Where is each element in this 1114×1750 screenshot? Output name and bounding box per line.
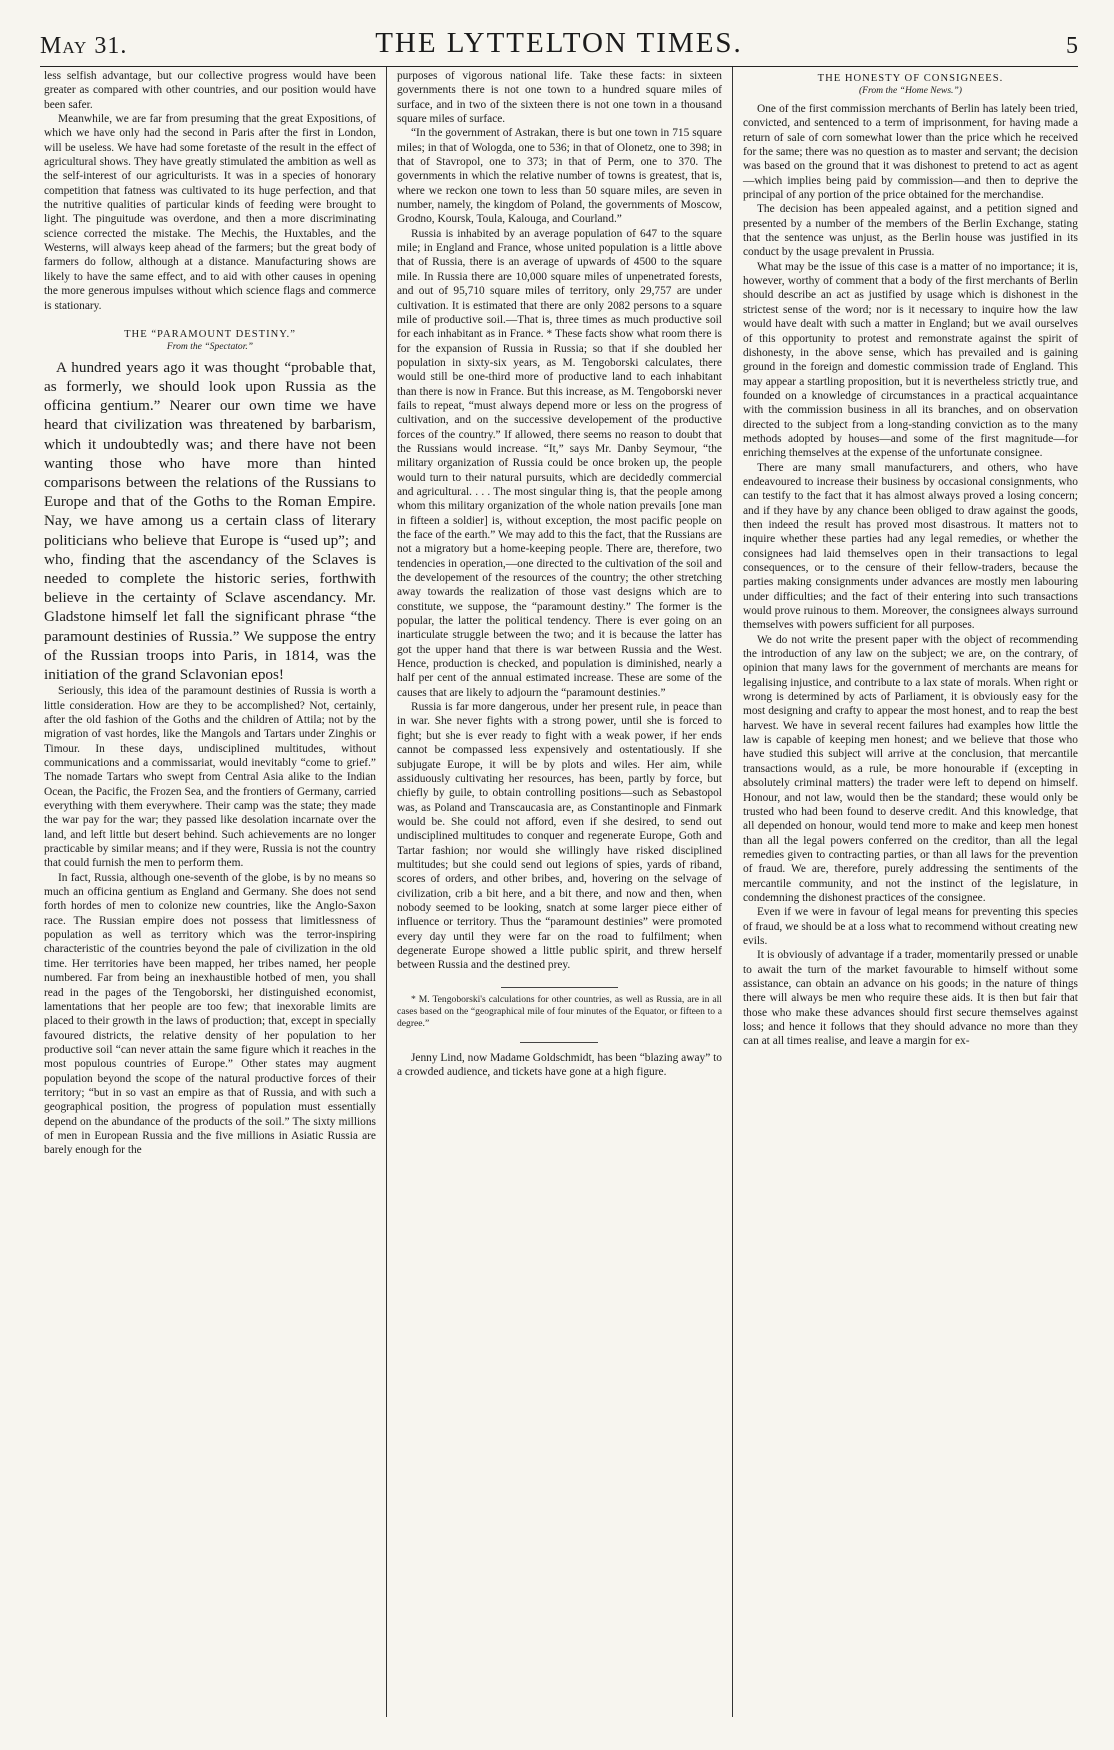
- paragraph: We do not write the present paper with the object of recommending the introduction of any law on the subject; we are, on the contrary, of opinion that many laws for the government of merchants are means for legalising injustice, and contribute to a lax state of morals. When right or wrong is determined by acts of Parliament, it is obviously easy for the most designing and crafty to appear the most honest, and to reap the best harvest. We have in several recent failures had examples how little the law is capable of keeping men honest; and we believe that those who have studied this subject will arrive at the conclusion, that mercantile transactions would, as a rule, be more honourable if (excepting in absolutely criminal matters) the trader were left to depend on himself. Honour, and not law, would then be the standard; these would only be trusted who had been found to deserve credit. And this knowledge, that all depended on honour, would tend more to make and keep men honest than all the legal powers conferred on the creditor, than all the legal remedies given to contracting parties, or than all laws for the prevention of fraud. We are, therefore, purely addressing the sentiments of the mercantile community, and not the instinct of the legislature, in condemning the dishonest practices of the consignee.: [742, 633, 1078, 904]
- article-heading-honesty-of-consignees: THE HONESTY OF CONSIGNEES.: [817, 73, 1004, 84]
- paragraph: Seriously, this idea of the paramount destinies of Russia is worth a little consideration. How are they to be accomplished? Not, certainly, after the old fashion of the Goths and the children of Attila; not by the migration of vast hordes, like the Mangols and Tartars under Zinghis or Timour. In these days, undisciplined multitudes, without communications and a commissariat, would inevitably “come to grief.” The nomade Tartars who swept from Central Asia alike to the Indian Ocean, the Pacific, the Frozen Sea, and the frontiers of Germany, carried everything with them everywhere. Their camp was the state; they made the war pay for the war; they passed like desolation incarnate over the land, and left little but desert behind. Such achievements are no longer practicable by similar means; and if they were, Russia is not the country that could furnish the men to perform them.: [44, 685, 376, 870]
- paragraph: less selfish advantage, but our collective progress would have been greater as compared with other countries, and our position would have been safer.: [44, 70, 376, 111]
- paragraph: In fact, Russia, although one-seventh of the globe, is by no means so much an officina gentium as England and Germany. She does not send forth hordes of men to colonize new countries, like the Anglo-Saxon race. The Russian empire does not possess that limitlessness of population as well as territory which was the terror-inspiring characteristic of the countries beyond the pale of civilization in the old time. Her territories have been mapped, her tribes named, her people numbered. Far from being an inexhaustible hotbed of men, you shall read in the pages of the Tengoborski, her distinguished economist, lamentations that her people are too few; that inexorable limits are placed to their growth in the laws of production; that, except in specially favoured districts, the relative density of her population to her productive soil “can never attain the same figure which it reaches in the most populous countries of Europe.” Other states may augment population beyond the scope of the natural productive forces of their territory; “but in so vast an empire as that of Russia, and with such a geographical position, the progress of population must essentially depend on the abundance of the products of the soil.” The sixty millions of men in European Russia and the five millions in Asiatic Russia are barely enough for the: [44, 871, 376, 1157]
- article-source: From the “Spectator.”: [166, 340, 254, 352]
- footnote-rule: [501, 987, 618, 988]
- paragraph: Even if we were in favour of legal means for preventing this species of fraud, we should be at a loss what to recommend without creating new evils.: [742, 906, 1078, 947]
- column-1: [40, 67, 386, 1717]
- lead-paragraph: A hundred years ago it was thought “probable that, as formerly, we should look upon Russia as the officina gentium.” Nearer our own time we have heard that civilization was threatened by barbarism, which it undoubtedly was; and there have not been wanting those who have more than hinted comparisons between the relations of the Russians to Europe and that of the Goths to the Roman Empire. Nay, we have among us a certain class of literary politicians who believe that Europe is “used up”; and who, finding that the ascendancy of the Sclaves is needed to complete the historic series, forthwith believe in the certainty of Sclave ascendancy. Mr. Gladstone himself let fall the significant phrase “the paramount destinies of Russia.” We suppose the entry of the Russian troops into Paris, in 1814, was the initiation of the grand Sclavonian epos!: [44, 358, 376, 684]
- newspaper-title: THE LYTTELTON TIMES.: [375, 27, 743, 59]
- paragraph: “In the government of Astrakan, there is but one town in 715 square miles; in that of Wologda, one to 536; in that of Olonetz, one to 398; in that of Stavropol, one to 373; in that of Perm, one to 370. The governments in which the relative number of towns is greatest, that is, where we reckon one town to less than 50 square miles, are seven in number, namely, the kingdom of Poland, the governments of Moscow, Grodno, Koursk, Toula, Kalouga, and Courland.”: [396, 127, 722, 226]
- page-number: 5: [1066, 33, 1078, 59]
- paragraph: It is obviously of advantage if a trader, momentarily pressed or unable to await the turn of the market favourable to himself without some assistance, can obtain an advance on his goods; in the nature of things there will always be men who require these aids. It is then but fair that those who make these advances should first secure themselves against loss; and hence it follows that they should advance no more than they can at all times realise, and leave a margin for ex-: [742, 949, 1078, 1048]
- article-source: (From the “Home News.”): [858, 85, 962, 96]
- paragraph: The decision has been appealed against, and a petition signed and presented by a number of the members of the Berlin Exchange, stating that the sentence was unjust, as the Berlin house was justified in its conduct by the usage prevalent in Prussia.: [742, 203, 1078, 259]
- columns: [40, 67, 1078, 1717]
- paragraph: Russia is far more dangerous, under her present rule, in peace than in war. She never fights with a strong power, until she is forced to fight; but she is ever ready to fight with a weak power, if her ends cannot be compassed less expensively and ostentatiously. If she subjugate Europe, it will be by plots and wiles. Her aim, while assiduously cultivating her resources, has been, partly by force, but chiefly by guile, to obtain controlling positions—such as Sebastopol was, as Poland and Transcaucasia are, as Constantinople and Finmark would be. She could not afford, even if she desired, to send out undisciplined multitudes to conquer and regenerate Europe, Goth and Tartar fashion; nor would she willingly have risked disciplined multitudes; but she could send out legions of spies, yards of riband, scores of orders, and other bribes, and, hovering on the selvage of civilization, crib a bit here, and a bit there, and now and then, when nobody seemed to be looking, snatch at some larger piece either of influence or territory. Thus the “paramount destinies” were promoted every day until they were far on the road to fulfilment; when degenerate Europe showed a little public spirit, and threw herself between Russia and the destined prey.: [396, 701, 722, 972]
- paragraph: What may be the issue of this case is a matter of no importance; it is, however, worthy of comment that a body of the first merchants of Berlin should describe an act as justified by usage which is dishonest in the strictest sense of the word; nor is it necessary to inquire how the law would have dealt with such a matter in England; but we avail ourselves of this opportunity to protest and remonstrate against the spirit of dishonesty, in the above sense, which has prevailed and is gaining ground in the foreign and domestic commission trade of England. This may appear a startling proposition, but it is nevertheless strictly true, and founded on a knowledge of circumstances in a practical acquaintance with the commission business in all its branches, and on observation directed to the subject from a long-standing conviction as to the many methods adopted by houses—and some of the first magnitude—for enriching themselves at the expense of the unfortunate consignee.: [742, 260, 1078, 460]
- jenny-lind-note: Jenny Lind, now Madame Goldschmidt, has been “blazing away” to a crowded audience, and tickets have gone at a high figure.: [396, 1051, 722, 1078]
- footnote-text: * M. Tengoborski's calculations for other countries, as well as Russia, are in all cases based on the “geographical mile of four minutes of the Equator, or fifteen to a degree.”: [396, 993, 722, 1029]
- lead-text: [44, 358, 376, 684]
- paragraph: Meanwhile, we are far from presuming that the great Expositions, of which we have only had the second in Paris after the first in London, will be useless. We have had some foretaste of the result in the effect of agricultural shows. They have greatly stimulated the ambition as well as the self-interest of our agriculturists. It was in a species of honorary competition that fatness was cultivated to its huge perfection, and that the nutritive qualities of particular kinds of feeding were brought to light. The pinguitude was overdone, and then a more discriminating science corrected the mistake. The Mechis, the Huxtables, and the Westerns, will always keep ahead of the farmers; but the great body of farmers do follow, although at a distance. Manufacturing shows are likely to have the same effect, and to aid with other causes in opening the more generous impulses without which science flags and commerce is stationary.: [44, 113, 376, 312]
- issue-date: May 31.: [40, 33, 128, 59]
- article-heading-paramount-destiny: THE “PARAMOUNT DESTINY.”: [124, 328, 296, 340]
- masthead: [40, 20, 1078, 60]
- paragraph: One of the first commission merchants of Berlin has lately been tried, convicted, and sentenced to a term of imprisonment, for having made a return of sale of corn somewhat lower than the price which he received for the same; there was no question as to master and servant; the decision was based on the ground that it was dishonest to pretend to act as agent—which implies being paid by commission—and then to deprive the principal of any portion of the price obtained for the merchandise.: [742, 103, 1078, 202]
- footnote: [397, 994, 722, 1030]
- separator-rule: [520, 1042, 598, 1043]
- paragraph: Russia is inhabited by an average population of 647 to the square mile; in England and France, whose united population is a little above that of Russia, there is an average of upwards of 4500 to the square mile. In Russia there are 10,000 square miles of unpenetrated forests, and out of 95,710 square miles of territory, only 29,757 are under cultivation. It is estimated that there are only 2082 persons to a square mile of productive soil.—That is, three times as much productive soil for each inhabitant as in France. * These facts show what room there is for the expansion of Russia in Russia; so that if she doubled her population in sixty-six years, as M. Tengoborski calculates, there would still be one-third more of productive land to each inhabitant than there is now in France. But this increase, as M. Tengoborski never fails to repeat, “must always depend more or less on the progress of cultivation, and on the successive developement of the productive forces of the country.” If allowed, there seems no reason to doubt that the Russians would increase. “It,” says Mr. Danby Seymour, “the military organization of Russia could be once broken up, the people would turn to their natural pursuits, which are decidedly commercial and agricultural. . . . The most singular thing is, that the people among whom this military organization of the whole nation prevails [one man in fifteen a soldier] is, without exception, the most pacific people on the face of the earth.” We may add to this the fact, that the Russians are not a migratory but a home-keeping people. There are, therefore, two tendencies in operation,—one directed to the cultivation of the soil and the developement of the resources of the country; the other stretching away towards the realization of those vast designs which are to constitute, we suppose, the “paramount destiny.” The former is the popular, the latter the political tendency. There is ever going on an inarticulate struggle between the two; and it is because the latter has got the upper hand that there is war between Russia and the West. Hence, production is checked, and population is diminished, nearly a half per cent of the annual estimated increase. These are some of the causes that are likely to adjourn the “paramount destinies.”: [396, 227, 722, 699]
- column-3: [732, 67, 1078, 1717]
- paragraph: purposes of vigorous national life. Take these facts: in sixteen governments there is not one town to a hundred square miles of surface, and in two of the sixteen there is not one town in a thousand square miles of surface.: [396, 70, 722, 126]
- paragraph: There are many small manufacturers, and others, who have endeavoured to increase their business by occasional consignments, who can testify to the fact that it has almost always proved a losing concern; and if they have by any chance been obliged to draw against the goods, then indeed the result has proved most disastrous. It matters not to inquire whether these parties had any legal remedies, or whether the consignees had laid themselves open in their transactions to legal consequences, or to the censure of their fellow-traders, because the parties making consignments under advances are mostly men labouring under difficulties; and the fact of their entering into such transactions would prove ruinous to them. Moreover, the consignees always surround themselves with powers sufficient for all purposes.: [742, 461, 1078, 632]
- column-2: [386, 67, 732, 1717]
